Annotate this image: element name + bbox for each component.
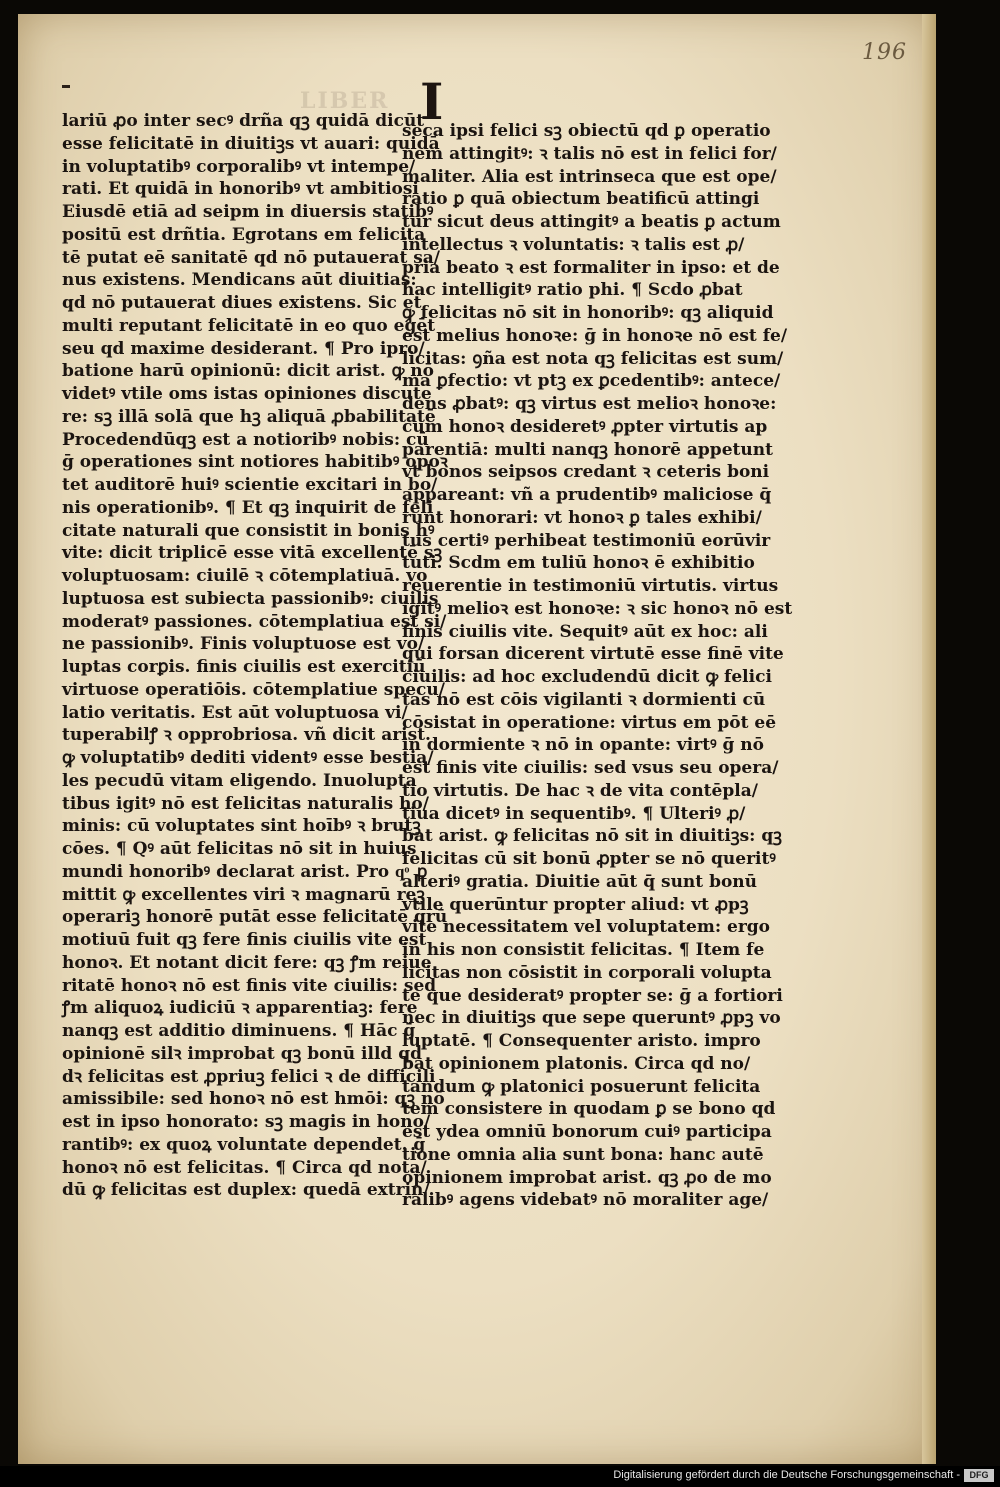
- text-line: igitꝰ melioꝛ est honoꝛe: ꝛ sic honoꝛ nō est: [402, 598, 793, 619]
- text-line: motiuū fuit qꝫ fere finis ciuilis vite est: [62, 930, 427, 950]
- text-line: parentiā: multi nanqꝫ honorē appetunt: [402, 439, 773, 460]
- text-line: Procedendūqꝫ est a notioribꝰ nobis: cū: [62, 429, 429, 450]
- text-line: tiua dicetꝰ in sequentibꝰ. ¶ Ulteriꝰ ꝓ/: [402, 803, 746, 824]
- text-line: seca ipsi felici sꝫ obiectū qd ꝑ operatio: [402, 121, 771, 141]
- text-line: tet auditorē huiꝰ scientie excitari in bo/: [62, 475, 438, 495]
- text-line: cōes. ¶ Qꝰ aūt felicitas nō sit in huius: [62, 839, 417, 859]
- text-line: positū est drñtia. Egrotans em felicita: [62, 224, 426, 245]
- text-line: tio virtutis. De hac ꝛ de vita contēpla/: [402, 780, 758, 801]
- text-line: citate naturali que consistit in bonis hꝰ: [62, 520, 435, 541]
- text-line: ma ꝑfectio: vt ptꝫ ex ꝑcedentibꝰ: antece/: [402, 371, 781, 392]
- text-line: pria beato ꝛ est formaliter in ipso: et de: [402, 257, 780, 278]
- text-line: les pecudū vitam eligendo. Inuolupta: [62, 770, 417, 791]
- text-line: ꝙ felicitas nō sit in honoribꝰ: qꝫ aliquid: [402, 303, 774, 323]
- page-edge: [922, 14, 936, 1464]
- text-line: hac intelligitꝰ ratio phi. ¶ Scdo ꝓbat: [402, 280, 743, 301]
- text-line: in dormiente ꝛ nō in opante: virtꝰ ḡ nō: [402, 735, 764, 756]
- text-line: tibus igitꝰ nō est felicitas naturalis ho/: [62, 793, 429, 814]
- text-line: latio veritatis. Est aūt voluptuosa vi/: [62, 702, 408, 723]
- folio-number: 196: [862, 40, 907, 65]
- text-line: intellectus ꝛ voluntatis: ꝛ talis est ꝓ/: [402, 234, 745, 255]
- text-line: ḡ operationes sint notiores habitibꝰ opoꝛ: [62, 452, 448, 473]
- text-line: mittit ꝙ excellentes viri ꝛ magnarū reꝫ: [62, 884, 426, 905]
- text-line: voluptuosam: ciuilē ꝛ cōtemplatiuā. vo: [62, 566, 428, 586]
- text-line: te que desideratꝰ propter se: ḡ a fortiori: [402, 985, 783, 1006]
- text-line: bat arist. ꝙ felicitas nō sit in diuitiꝫs: qꝫ: [402, 826, 782, 847]
- text-line: maliter. Alia est intrinseca que est ope/: [402, 166, 777, 187]
- text-line: minis: cū voluptates sint hoībꝰ ꝛ brutꝫ: [62, 816, 421, 837]
- text-line: cum honoꝛ desideretꝰ ꝓpter virtutis ap: [402, 416, 768, 437]
- text-line: dꝛ felicitas est ꝓpriuꝫ felici ꝛ de difficili: [62, 1066, 436, 1087]
- text-line: alteriꝰ gratia. Diuitie aūt q̄ sunt bonū: [402, 871, 758, 892]
- text-line: est melius honoꝛe: ḡ in honoꝛe nō est fe/: [402, 325, 788, 346]
- text-line: vt bonos seipsos credant ꝛ ceteris boni: [402, 462, 770, 483]
- text-line: luptatē. ¶ Consequenter aristo. impro: [402, 1031, 761, 1051]
- text-line: est in ipso honorato: sꝫ magis in hono/: [62, 1112, 431, 1132]
- text-line: honoꝛ nō est felicitas. ¶ Circa qd nota/: [62, 1157, 427, 1178]
- text-line: tem consistere in quodam ꝑ se bono qd: [402, 1099, 776, 1120]
- text-line: tas nō est cōis vigilanti ꝛ dormienti cū: [402, 689, 766, 710]
- text-line: rati. Et quidā in honoribꝰ vt ambitiosi: [62, 179, 419, 200]
- text-line: tione omnia alia sunt bona: hanc autē: [402, 1144, 764, 1165]
- text-line: moderatꝰ passiones. cōtemplatiua est si/: [62, 611, 447, 632]
- text-line: nis operationibꝰ. ¶ Et qꝫ inquirit de feli: [62, 497, 434, 518]
- text-line: qd nō putauerat diues existens. Sic et: [62, 293, 422, 313]
- text-line: nanqꝫ est additio diminuens. ¶ Hāc ḡ: [62, 1021, 416, 1041]
- text-line: opinionem improbat arist. qꝫ ꝓo de mo: [402, 1167, 772, 1188]
- text-line: batione harū opinionū: dicit arist. ꝙ nō: [62, 361, 435, 382]
- text-line: est finis vite ciuilis: sed vsus seu opera/: [402, 758, 779, 778]
- dfg-logo: DFG: [964, 1469, 994, 1482]
- text-line: est ydea omniū bonorum cuiꝰ participa: [402, 1122, 772, 1142]
- text-column-left: [62, 110, 448, 1202]
- text-line: virtuose operatiōis. cōtemplatiue specu/: [62, 679, 445, 700]
- text-line: luptuosa est subiecta passionibꝰ: ciuilis: [62, 588, 439, 609]
- text-line: tuperabilꝭ ꝛ opprobriosa. vñ dicit arist.: [62, 725, 431, 746]
- text-line: vite necessitatem vel voluptatem: ergo: [402, 917, 771, 938]
- text-line: ritatē honoꝛ nō est finis vite ciuilis: sed: [62, 975, 437, 996]
- text-line: luptas corꝑis. finis ciuilis est exercitiū: [62, 657, 426, 677]
- text-line: tuti. Scdm em tuliū honoꝛ ē exhibitio: [402, 553, 755, 574]
- text-line: Eiusdē etiā ad seipm in diuersis statibꝰ: [62, 202, 434, 222]
- text-line: tē putat eē sanitatē qd nō putauerat sa/: [62, 247, 441, 268]
- text-line: vtile querūntur propter aliud: vt ꝓpꝫ: [402, 894, 749, 915]
- text-line: qui forsan dicerent virtutē esse finē vite: [402, 644, 784, 665]
- text-line: nem attingitꝰ: ꝛ talis nō est in felici for/: [402, 143, 777, 164]
- text-line: amissibile: sed honoꝛ nō est hmōi: qꝫ nō: [62, 1089, 445, 1110]
- text-line: in voluptatibꝰ corporalibꝰ vt intempe/: [62, 156, 416, 177]
- text-line: opinionē silꝛ improbat qꝫ bonū illd qd: [62, 1043, 423, 1064]
- text-line: vite: dicit triplicē esse vitā excellentē sꝫ: [62, 543, 443, 564]
- text-line: nus existens. Mendicans aūt diuitias:: [62, 270, 417, 291]
- text-line: ꝭm aliquoꝝ iudiciū ꝛ apparentiaꝫ: fere: [62, 998, 418, 1019]
- text-line: tur sicut deus attingitꝰ a beatis ꝑ actum: [402, 212, 781, 232]
- margin-mark: [62, 85, 70, 88]
- text-column-right: [402, 120, 793, 1212]
- text-line: ciuilis: ad hoc excludendū dicit ꝙ felici: [402, 667, 772, 687]
- text-line: runt honorari: vt honoꝛ ꝑ tales exhibi/: [402, 507, 762, 528]
- text-line: licitas: ꝯña est nota qꝫ felicitas est sum/: [402, 348, 784, 369]
- text-line: operariꝫ honorē putāt esse felicitatē qrū: [62, 907, 448, 928]
- signature-mark: I: [420, 72, 444, 131]
- text-line: multi reputant felicitatē in eo quo egēt: [62, 315, 436, 336]
- show-through-running-head: LIBER: [300, 88, 390, 114]
- text-line: mundi honoribꝰ declarat arist. Pro qͦ ꝓ: [62, 861, 428, 882]
- text-line: cōsistat in operatione: virtus em pōt eē: [402, 712, 777, 733]
- text-line: ratio ꝑ quā obiectum beatificū attingi: [402, 189, 760, 210]
- text-line: re: sꝫ illā solā que hꝫ aliquā ꝓbabilitatē: [62, 406, 436, 427]
- text-line: videtꝰ vtile oms istas opiniones discute: [62, 384, 432, 404]
- text-line: tandum ꝙ platonici posuerunt felicita: [402, 1076, 761, 1097]
- footer-bar: [0, 1466, 1000, 1487]
- text-line: seu qd maxime desiderant. ¶ Pro ipro/: [62, 338, 425, 359]
- text-line: nec in diuitiꝫs que sepe queruntꝰ ꝓpꝫ vo: [402, 1008, 781, 1029]
- text-line: bat opinionem platonis. Circa qd no/: [402, 1053, 751, 1074]
- text-line: honoꝛ. Et notant dicit fere: qꝫ ꝭm reiue: [62, 952, 432, 973]
- text-line: lariū ꝓo inter secꝰ drña qꝫ quidā dicūt: [62, 111, 425, 131]
- text-line: felicitas cū sit bonū ꝓpter se nō queritꝰ: [402, 849, 776, 869]
- text-line: ralibꝰ agens videbatꝰ nō moraliter age/: [402, 1190, 769, 1211]
- text-line: reuerentie in testimoniū virtutis. virtus: [402, 576, 779, 596]
- text-line: ꝙ voluptatibꝰ dediti videntꝰ esse bestia/: [62, 748, 434, 768]
- text-line: rantibꝰ: ex quoꝝ voluntate dependet. ḡ: [62, 1134, 426, 1155]
- text-line: esse felicitatē in diuitiꝫs vt auari: quidā: [62, 133, 440, 154]
- text-line: tus certiꝰ perhibeat testimoniū eorūvir: [402, 530, 771, 551]
- text-line: licitas non cōsistit in corporali volupta: [402, 962, 772, 983]
- text-line: finis ciuilis vite. Sequitꝰ aūt ex hoc: ali: [402, 621, 768, 642]
- text-line: in his non consistit felicitas. ¶ Item fe: [402, 940, 765, 960]
- funding-notice: Digitalisierung gefördert durch die Deutsche Forschungsgemeinschaft -: [613, 1469, 960, 1481]
- text-line: ne passionibꝰ. Finis voluptuose est vo/: [62, 634, 425, 655]
- text-line: appareant: vñ a prudentibꝰ maliciose q̄: [402, 485, 772, 505]
- text-line: dens ꝓbatꝰ: qꝫ virtus est melioꝛ honoꝛe:: [402, 394, 777, 414]
- text-line: dū ꝙ felicitas est duplex: quedā extrin/: [62, 1180, 430, 1201]
